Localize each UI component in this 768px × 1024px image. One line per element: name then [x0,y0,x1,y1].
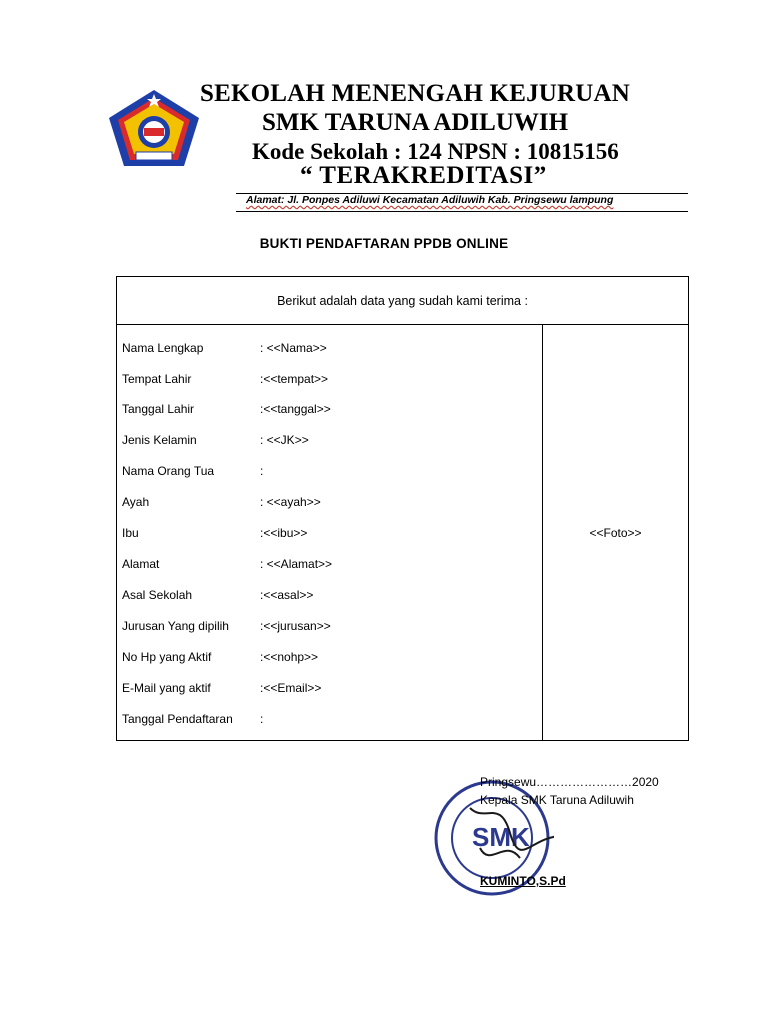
row-label: Nama Orang Tua [122,464,215,478]
row-value: : <<ayah>> [260,495,321,509]
row-value: :<<tempat>> [260,372,329,386]
row-label: Ibu [122,526,139,540]
row-label: Asal Sekolah [122,588,193,602]
row-value: :<<nohp>> [260,650,319,664]
row-value: :<<asal>> [260,588,314,602]
table-intro: Berikut adalah data yang sudah kami terima : [277,294,528,308]
row-label: Ayah [122,495,150,509]
row-value: : [260,712,264,726]
row-value: :<<ibu>> [260,526,308,540]
row-label: Tanggal Pendaftaran [122,712,233,726]
row-value: : [260,464,264,478]
svg-text:SMK: SMK [472,822,530,852]
row-label: Alamat [122,557,160,571]
table-header-divider [116,324,689,325]
row-value: : <<Alamat>> [260,557,333,571]
row-value: :<<Email>> [260,681,322,695]
row-value: :<<tanggal>> [260,402,331,416]
row-label: Tempat Lahir [122,372,192,386]
signature-name: KUMINTO,S.Pd [480,874,566,888]
accreditation-heading: “ TERAKREDITASI” [300,162,547,189]
row-label: No Hp yang Aktif [122,650,212,664]
school-crest-icon [106,88,202,168]
row-label: Jurusan Yang dipilih [122,619,229,633]
school-name-heading: SMK TARUNA ADILUWIH [262,109,569,136]
row-label: Nama Lengkap [122,341,204,355]
row-value: : <<Nama>> [260,341,327,355]
row-label: Tanggal Lahir [122,402,195,416]
school-type-heading: SEKOLAH MENENGAH KEJURUAN [200,80,631,107]
photo-placeholder: <<Foto>> [589,526,642,540]
school-code-heading: Kode Sekolah : 124 NPSN : 10815156 [252,139,619,164]
row-label: Jenis Kelamin [122,433,197,447]
header-rule-bottom [236,211,688,212]
signature-position: Kepala SMK Taruna Adiluwih [480,793,634,807]
document-title: BUKTI PENDAFTARAN PPDB ONLINE [259,236,509,251]
row-value: : <<JK>> [260,433,309,447]
signature-place-date: Pringsewu……………………2020 [480,775,659,789]
school-address: Alamat: Jl. Ponpes Adiluwi Kecamatan Adiluwih Kab. Pringsewu lampung [246,194,614,206]
row-value: :<<jurusan>> [260,619,331,633]
row-label: E-Mail yang aktif [122,681,211,695]
